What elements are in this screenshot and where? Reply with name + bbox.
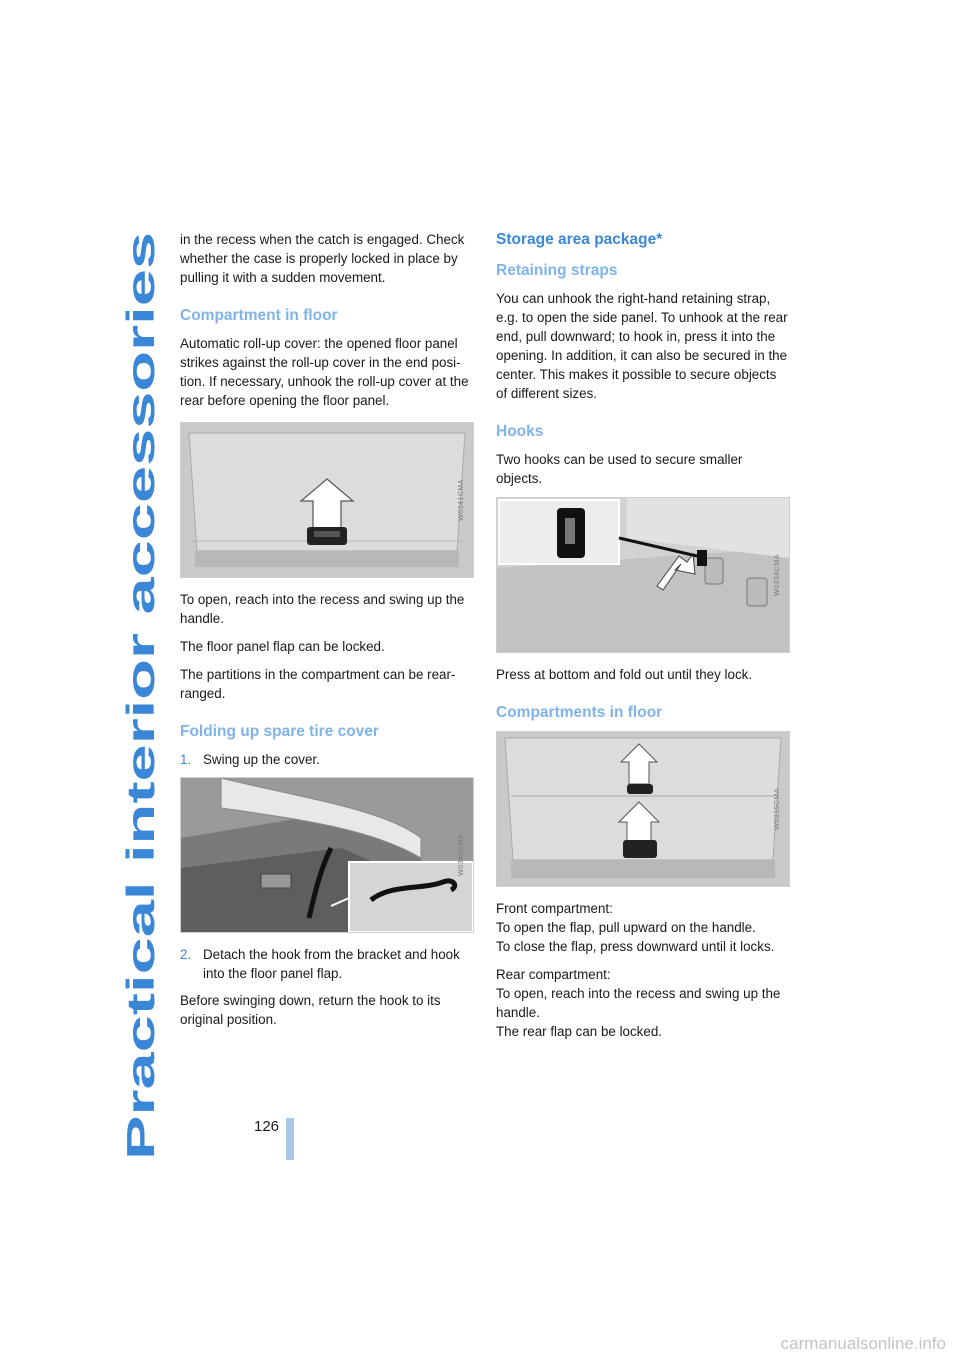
rear-open: To open, reach into the recess and swing up the handle. <box>496 986 781 1020</box>
step-1 <box>180 750 472 769</box>
rear-compartment-text <box>496 965 788 1041</box>
hooks-figure <box>496 497 790 653</box>
figure-code: W0335CMA <box>774 788 781 830</box>
heading-spare-tire-cover: Folding up spare tire cover <box>180 723 379 740</box>
step-2 <box>180 945 472 983</box>
open-instructions: To open, reach into the recess and swing up the handle. <box>180 592 465 626</box>
front-open: To open the flap, pull upward on the handle. <box>496 920 756 935</box>
figure-code: W0340CMA <box>458 834 465 876</box>
front-compartment-text <box>496 899 788 956</box>
step-number: 1. <box>180 752 192 767</box>
lock-note: The floor panel flap can be locked. <box>180 639 385 654</box>
step-text: Detach the hook from the bracket and hook into the floor panel flap. <box>203 947 460 981</box>
front-close: To close the flap, press downward until it locks. <box>496 939 775 954</box>
rear-lock: The rear flap can be locked. <box>496 1024 662 1039</box>
left-column <box>180 230 472 1038</box>
front-label: Front compartment: <box>496 901 613 916</box>
spare-steps-continued <box>180 945 472 983</box>
compartments-figure <box>496 731 790 887</box>
intro-paragraph: in the recess when the catch is engaged. Check whether the case is properly locked in place by pulling it with a sudden movement. <box>180 232 465 285</box>
watermark-logo: carmanualsonline.info <box>780 1334 946 1353</box>
heading-compartment-in-floor: Compartment in floor <box>180 307 338 324</box>
right-column <box>496 230 788 1050</box>
hooks-paragraph: Two hooks can be used to secure smaller objects. <box>496 452 743 486</box>
compartment-paragraph: Automatic roll-up cover: the opened floor panel strikes against the roll-up cover in the end posi-tion. If necessary, unhook the roll-up cover at the rear before opening the floor panel. <box>180 336 469 408</box>
step-text: Swing up the cover. <box>203 752 320 767</box>
spare-steps <box>180 750 472 769</box>
straps-paragraph: You can unhook the right-hand retaining strap, e.g. to open the side panel. To unhook at the rear end, pull downward; to hook in, press it into the opening. In addition, it can also be secured in the center. This makes it possible to secure objects of different sizes. <box>496 291 788 401</box>
sidebar-title <box>110 230 164 1160</box>
figure-code: W0341CMA <box>458 479 465 521</box>
hooks-lock-note: Press at bottom and fold out until they lock. <box>496 667 753 682</box>
figure-code: W0334CMA <box>774 554 781 596</box>
page-number: 126 <box>254 1118 280 1135</box>
heading-compartments-in-floor: Compartments in floor <box>496 704 663 721</box>
heading-hooks: Hooks <box>496 423 544 440</box>
partition-note: The partitions in the compartment can be rear-ranged. <box>180 667 456 701</box>
rear-label: Rear compartment: <box>496 967 611 982</box>
step-number: 2. <box>180 947 192 962</box>
heading-storage-area-package: Storage area package* <box>496 231 663 248</box>
page-marker-bar <box>286 1118 294 1160</box>
spare-tire-figure <box>180 777 474 933</box>
swing-down-note: Before swinging down, return the hook to its original position. <box>180 993 441 1027</box>
svg-text:Practical interior accessories: Practical interior accessories <box>120 618 163 1160</box>
floor-panel-figure <box>180 422 474 578</box>
heading-retaining-straps: Retaining straps <box>496 262 618 279</box>
